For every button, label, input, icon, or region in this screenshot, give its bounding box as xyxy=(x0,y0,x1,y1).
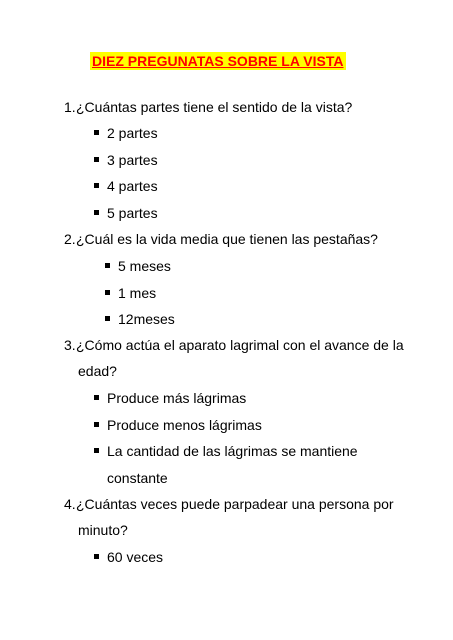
question-3-continuation: edad? xyxy=(78,363,117,379)
bullet-icon xyxy=(105,316,110,321)
bullet-icon xyxy=(94,130,99,135)
option-q1-d: 5 partes xyxy=(107,205,158,221)
bullet-icon xyxy=(105,263,110,268)
option-q3-b: Produce menos lágrimas xyxy=(107,417,262,433)
question-2 xyxy=(64,230,378,248)
option-q2-a: 5 meses xyxy=(118,258,171,274)
option-q3-c: La cantidad de las lágrimas se mantiene xyxy=(107,443,358,459)
option-q4-a: 60 veces xyxy=(107,549,164,565)
bullet-icon xyxy=(94,448,99,453)
document-title: DIEZ PREGUNATAS SOBRE LA VISTA xyxy=(92,53,344,69)
question-text: ¿Cómo actúa el aparato lagrimal con el avance de la xyxy=(76,337,404,353)
question-text: ¿Cuál es la vida media que tienen las pestañas? xyxy=(76,231,378,247)
question-text: ¿Cuántas partes tiene el sentido de la vista? xyxy=(76,99,353,115)
option-q1-b: 3 partes xyxy=(107,152,158,168)
option-q2-c: 12meses xyxy=(118,311,175,327)
question-number: 4. xyxy=(64,496,76,512)
question-number: 3. xyxy=(64,337,76,353)
question-text: ¿Cuántas veces puede parpadear una persona por xyxy=(76,496,394,512)
option-q2-b: 1 mes xyxy=(118,285,157,301)
bullet-icon xyxy=(94,157,99,162)
bullet-icon xyxy=(94,422,99,427)
option-q1-a: 2 partes xyxy=(107,125,158,141)
option-q3-c-continuation: constante xyxy=(107,470,168,486)
bullet-icon xyxy=(94,395,99,400)
question-1 xyxy=(64,98,352,116)
bullet-icon xyxy=(94,210,99,215)
question-4 xyxy=(64,495,394,513)
option-q1-c: 4 partes xyxy=(107,178,158,194)
question-number: 1. xyxy=(64,99,76,115)
question-number: 2. xyxy=(64,231,76,247)
question-4-continuation: minuto? xyxy=(78,522,128,538)
bullet-icon xyxy=(105,290,110,295)
bullet-icon xyxy=(94,183,99,188)
question-3 xyxy=(64,336,404,354)
option-q3-a: Produce más lágrimas xyxy=(107,390,247,406)
bullet-icon xyxy=(94,554,99,559)
